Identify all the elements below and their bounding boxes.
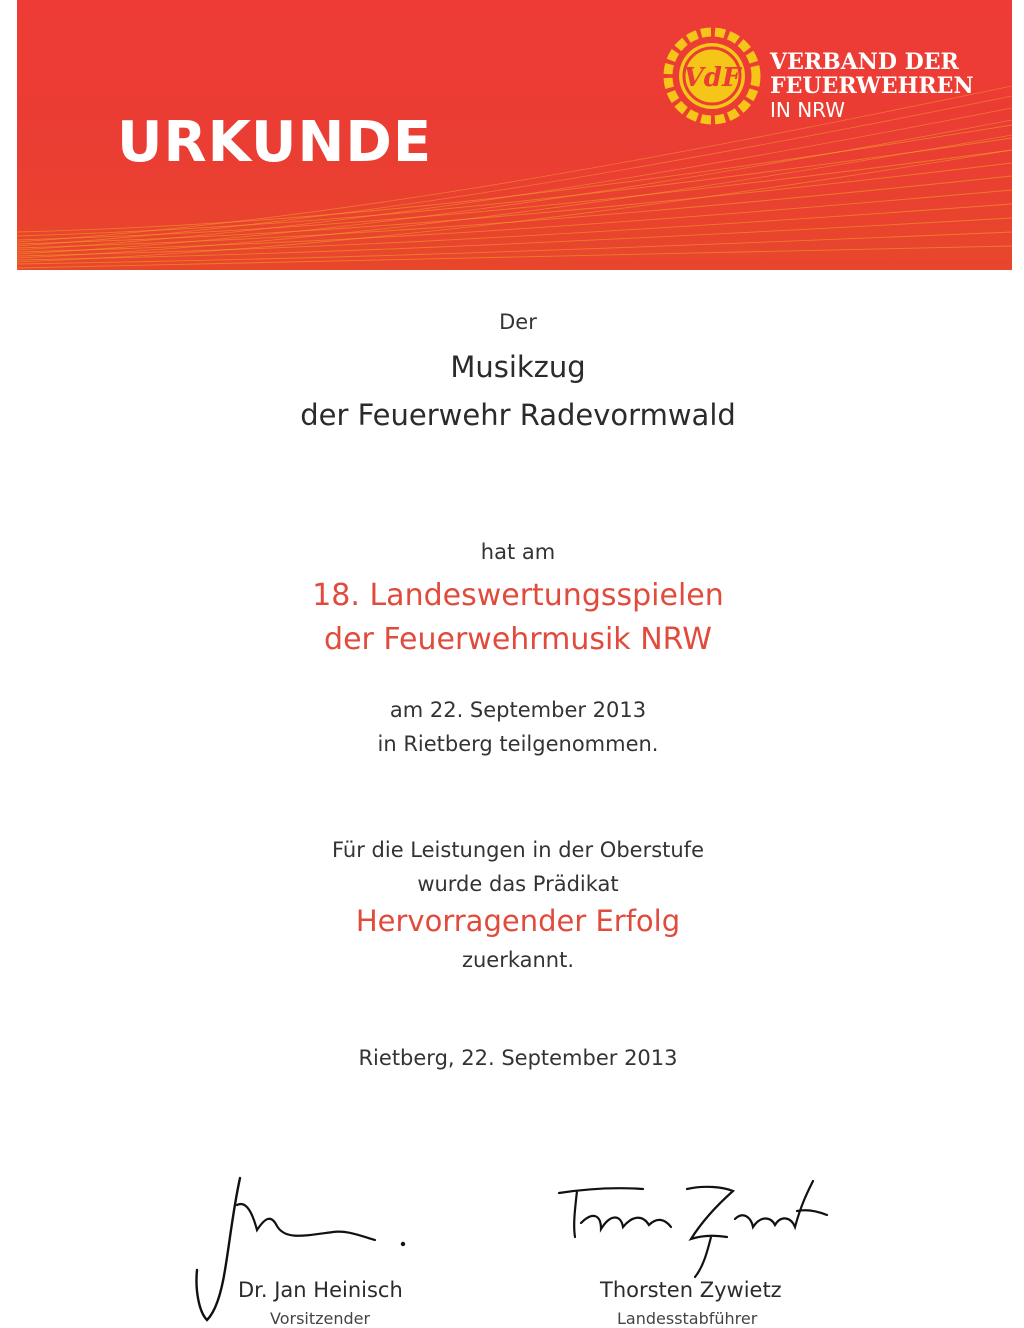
org-line-1: VERBAND DER xyxy=(770,49,959,75)
header-banner xyxy=(17,0,1012,270)
event-name-line-2: der Feuerwehrmusik NRW xyxy=(324,622,712,657)
signatory-right-role: Landesstabführer xyxy=(617,1309,758,1328)
award-predicate: Hervorragender Erfolg xyxy=(355,904,681,938)
vdf-logo-icon xyxy=(662,26,762,126)
logo-monogram: VdF xyxy=(683,63,741,93)
signature-right-icon xyxy=(545,1175,835,1285)
org-line-3: IN NRW xyxy=(770,98,846,122)
signatory-left-name: Dr. Jan Heinisch xyxy=(238,1278,403,1302)
award-line-2: wurde das Prädikat xyxy=(417,872,619,896)
place-date: Rietberg, 22. September 2013 xyxy=(358,1046,678,1070)
award-line-3: zuerkannt. xyxy=(461,948,575,972)
event-intro: hat am xyxy=(480,540,556,564)
organization-name xyxy=(770,50,974,122)
event-name-line-1: 18. Landeswertungsspielen xyxy=(312,578,724,613)
signatory-right-name: Thorsten Zywietz xyxy=(600,1278,782,1302)
event-date: am 22. September 2013 xyxy=(389,698,647,722)
org-line-2: FEUERWEHREN xyxy=(770,73,974,99)
award-line-1: Für die Leistungen in der Oberstufe xyxy=(331,838,704,862)
signatory-left-role: Vorsitzender xyxy=(270,1309,371,1328)
recipient-line-1: Musikzug xyxy=(450,350,586,384)
document-title: URKUNDE xyxy=(117,110,433,175)
event-place: in Rietberg teilgenommen. xyxy=(377,732,659,756)
recipient-line-2: der Feuerwehr Radevormwald xyxy=(300,398,736,432)
recipient-article: Der xyxy=(499,310,537,334)
